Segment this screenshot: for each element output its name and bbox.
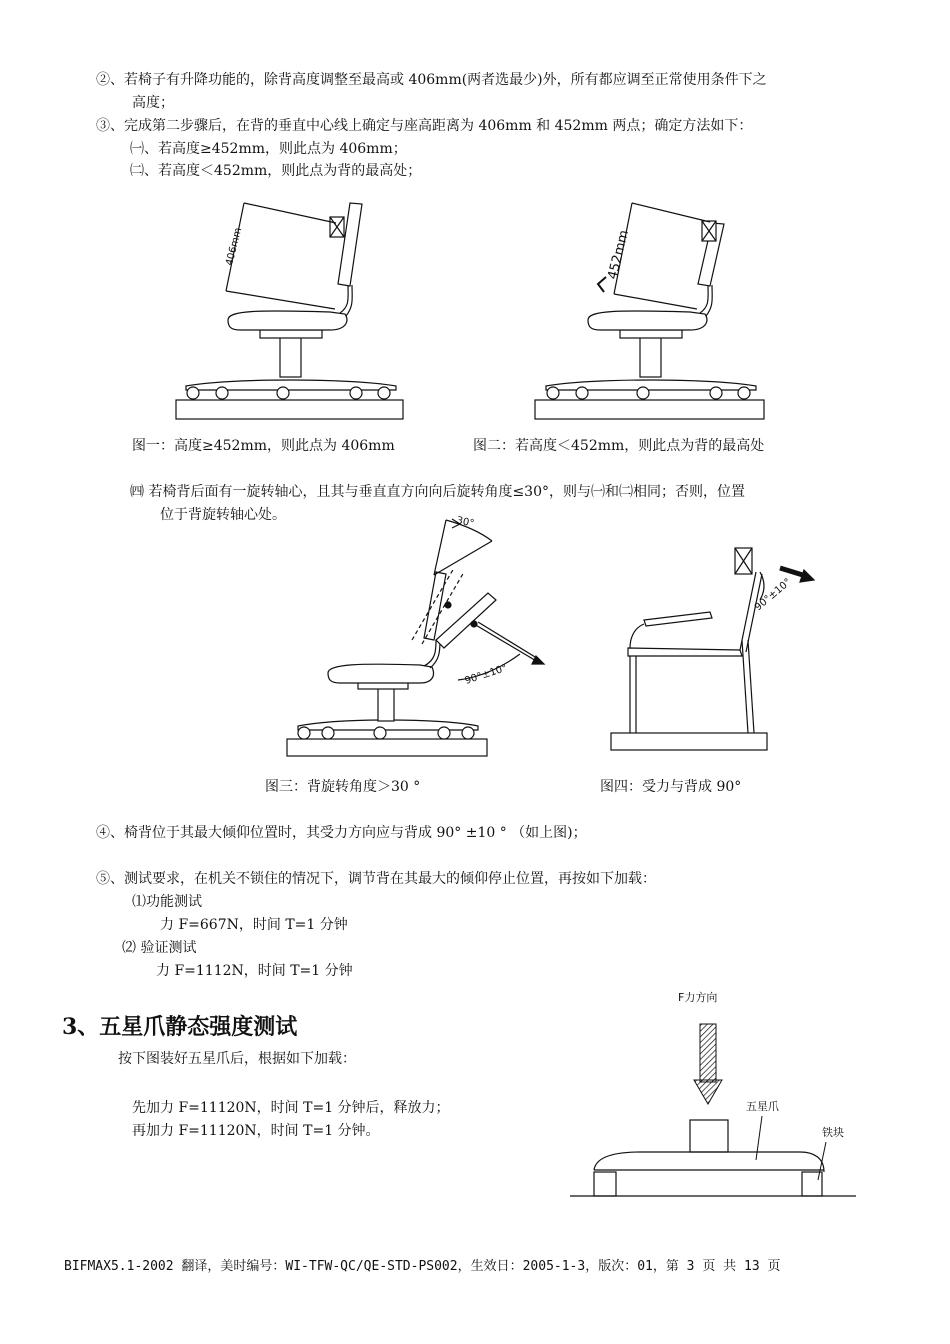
para5-test1-value: 力 F=667N，时间 T=1 分钟 [160, 917, 348, 933]
para5-test2-value: 力 F=1112N，时间 T=1 分钟 [156, 963, 353, 979]
para2-line2: 高度； [132, 95, 174, 111]
para4sub-line2: 位于背旋转轴心处。 [160, 507, 286, 523]
para3-line1: ③、完成第二步骤后，在背的垂直中心线上确定与座高距离为 406mm 和 452mm 两点；确定方法如下： [96, 118, 753, 134]
para4sub-line1: ㈣ 若椅背后面有一旋转轴心，且其与垂直直方向向后旋转角度≤30°，则与㈠和㈡相同；否则，位置 [130, 484, 745, 500]
diagram-base-label: 五星爪 [746, 1100, 779, 1113]
para4: ④、椅背位于其最大倾仰位置时，其受力方向应与背成 90° ±10 ° （如上图)； [96, 825, 587, 841]
fig1-caption: 图一：高度≥452mm，则此点为 406mm [132, 438, 395, 454]
section3-intro: 按下图装好五星爪后，根据如下加载： [118, 1051, 356, 1067]
para5-line1: ⑤、测试要求，在机关不锁住的情况下，调节背在其最大的倾仰停止位置，再按如下加载： [96, 871, 656, 887]
diagram-force-label: F力方向 [678, 991, 718, 1004]
section3-load1: 先加力 F=11120N，时间 T=1 分钟后，释放力； [132, 1100, 450, 1116]
para2-line1: ②、若椅子有升降功能的，除背高度调整至最高或 406mm(两者选最少)外，所有都应调至正常使用条件下之 [96, 72, 767, 88]
fig1-dim-label: 406mm [224, 226, 245, 267]
diagram-block-label: 铁块 [822, 1126, 844, 1139]
para5-test2-label: ⑵ 验证测试 [122, 940, 197, 956]
para3-sub1: ㈠、若高度≥452mm，则此点为 406mm； [130, 141, 407, 157]
fig2-dim-label: 452mm [605, 228, 633, 281]
page-footer: BIFMAX5.1-2002 翻译，美时编号：WI-TFW-QC/QE-STD-PS002，生效日：2005-1-3，版次：01，第 3 页 共 13 页 [64, 1259, 781, 1274]
para5-test1-label: ⑴功能测试 [132, 894, 202, 910]
fig3-force-angle: 90°±10° [463, 662, 509, 687]
section3-heading: 3、五星爪静态强度测试 [62, 1014, 298, 1040]
fig4-force-angle: 90°±10° [752, 576, 794, 614]
section3-load2: 再加力 F=11120N，时间 T=1 分钟。 [132, 1123, 380, 1139]
fig4-caption: 图四：受力与背成 90° [600, 779, 742, 795]
para3-sub2: ㈡、若高度＜452mm，则此点为背的最高处； [130, 163, 422, 179]
fig2-caption: 图二：若高度＜452mm，则此点为背的最高处 [473, 438, 765, 454]
fig3-angle-label: 30° [455, 515, 476, 530]
fig3-caption: 图三：背旋转角度＞30 ° [265, 779, 421, 795]
